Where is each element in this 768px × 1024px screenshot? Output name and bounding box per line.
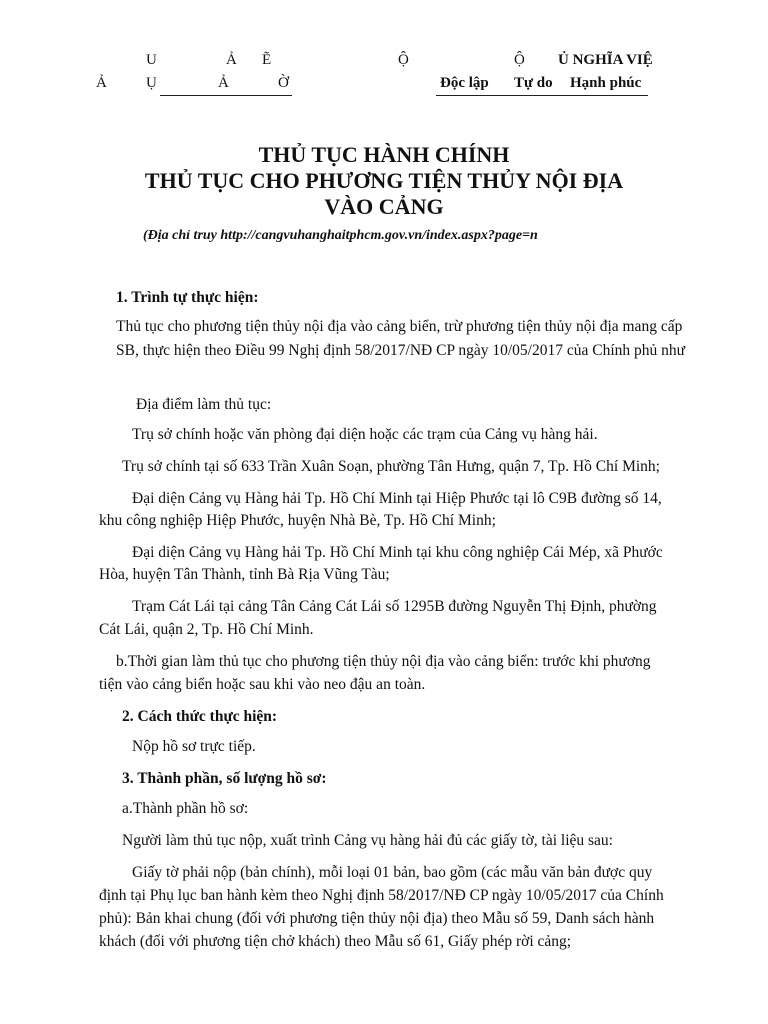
section3-paragraph2-line2: định tại Phụ lục ban hành kèm theo Nghị định 58/2017/NĐ CP ngày 10/05/2017 của Chính xyxy=(99,887,664,904)
processing-time-line2: tiện vào cảng biển hoặc sau khi vào neo đậu an toàn. xyxy=(99,676,426,693)
location-item-5-line2: Cát Lái, quận 2, Tp. Hồ Chí Minh. xyxy=(99,621,314,638)
section3-sub-a: a.Thành phần hồ sơ: xyxy=(122,800,249,817)
section1-intro-line1: Thủ tục cho phương tiện thủy nội địa vào cảng biển, trừ phương tiện thủy nội địa mang cấp xyxy=(116,318,683,335)
section3-paragraph2-line1: Giấy tờ phải nộp (bản chính), mỗi loại 01 bản, bao gồm (các mẫu văn bản được quy xyxy=(132,864,653,881)
header-left-underline xyxy=(160,95,292,96)
header-left-fragment: Ờ xyxy=(278,75,289,91)
location-label: Địa điểm làm thủ tục: xyxy=(136,396,272,413)
header-right-fragment: Ộ xyxy=(514,52,525,68)
location-item-4-line1: Đại diện Cảng vụ Hàng hải Tp. Hồ Chí Minh tại khu công nghiệp Cái Mép, xã Phước xyxy=(132,544,663,561)
doc-source-note: (Địa chỉ truy http://cangvuhanghaitphcm.gov.vn/index.aspx?page=n xyxy=(143,228,538,243)
header-right-fragment: Ủ NGHĨA VIỆ xyxy=(558,52,653,68)
location-item-2: Trụ sở chính tại số 633 Trần Xuân Soạn, phường Tân Hưng, quận 7, Tp. Hồ Chí Minh; xyxy=(122,458,660,475)
section3-heading: 3. Thành phần, số lượng hồ sơ: xyxy=(122,770,327,787)
header-left-fragment: Ả xyxy=(96,75,107,91)
header-left-fragment: U xyxy=(146,52,157,68)
header-motto-freedom: Tự do xyxy=(514,75,553,91)
header-motto-independence: Độc lập xyxy=(440,75,489,91)
location-item-4-line2: Hòa, huyện Tân Thành, tỉnh Bà Rịa Vũng Tàu; xyxy=(99,566,390,583)
section1-heading: 1. Trình tự thực hiện: xyxy=(116,289,259,306)
location-item-3-line1: Đại diện Cảng vụ Hàng hải Tp. Hồ Chí Minh tại Hiệp Phước tại lô C9B đường số 14, xyxy=(132,490,662,507)
location-item-1: Trụ sở chính hoặc văn phòng đại diện hoặc các trạm của Cảng vụ hàng hải. xyxy=(132,426,598,443)
section3-paragraph1: Người làm thủ tục nộp, xuất trình Cảng vụ hàng hải đủ các giấy tờ, tài liệu sau: xyxy=(122,832,613,849)
header-left-fragment: Ụ xyxy=(146,75,157,91)
header-left-fragment: Ả xyxy=(218,75,229,91)
header-right-underline xyxy=(436,95,648,96)
doc-title-line1: THỦ TỤC HÀNH CHÍNH xyxy=(258,142,510,167)
section3-paragraph2-line3: phủ): Bản khai chung (đối với phương tiện thủy nội địa) theo Mẫu số 59, Danh sách hành xyxy=(99,910,655,927)
section2-heading: 2. Cách thức thực hiện: xyxy=(122,708,278,725)
section3-paragraph2-line4: khách (đối với phương tiện chở khách) theo Mẫu số 61, Giấy phép rời cảng; xyxy=(99,933,572,950)
header-left-fragment: Ẽ xyxy=(262,52,272,68)
section1-intro-line2: SB, thực hiện theo Điều 99 Nghị định 58/2017/NĐ CP ngày 10/05/2017 của Chính phủ như xyxy=(116,342,686,359)
header-motto-happiness: Hạnh phúc xyxy=(570,75,642,91)
section2-body: Nộp hồ sơ trực tiếp. xyxy=(132,738,256,755)
location-item-5-line1: Trạm Cát Lái tại cảng Tân Cảng Cát Lái số 1295B đường Nguyễn Thị Định, phường xyxy=(132,598,657,615)
location-item-3-line2: khu công nghiệp Hiệp Phước, huyện Nhà Bè, Tp. Hồ Chí Minh; xyxy=(99,512,496,529)
header-left-fragment: Ả xyxy=(226,52,237,68)
header-right-fragment: Ộ xyxy=(398,52,409,68)
doc-title-line2: THỦ TỤC CHO PHƯƠNG TIỆN THỦY NỘI ĐỊA xyxy=(144,168,624,193)
processing-time-line1: b.Thời gian làm thủ tục cho phương tiện thủy nội địa vào cảng biển: trước khi phương xyxy=(116,653,651,670)
doc-title-line3: VÀO CẢNG xyxy=(324,194,444,219)
